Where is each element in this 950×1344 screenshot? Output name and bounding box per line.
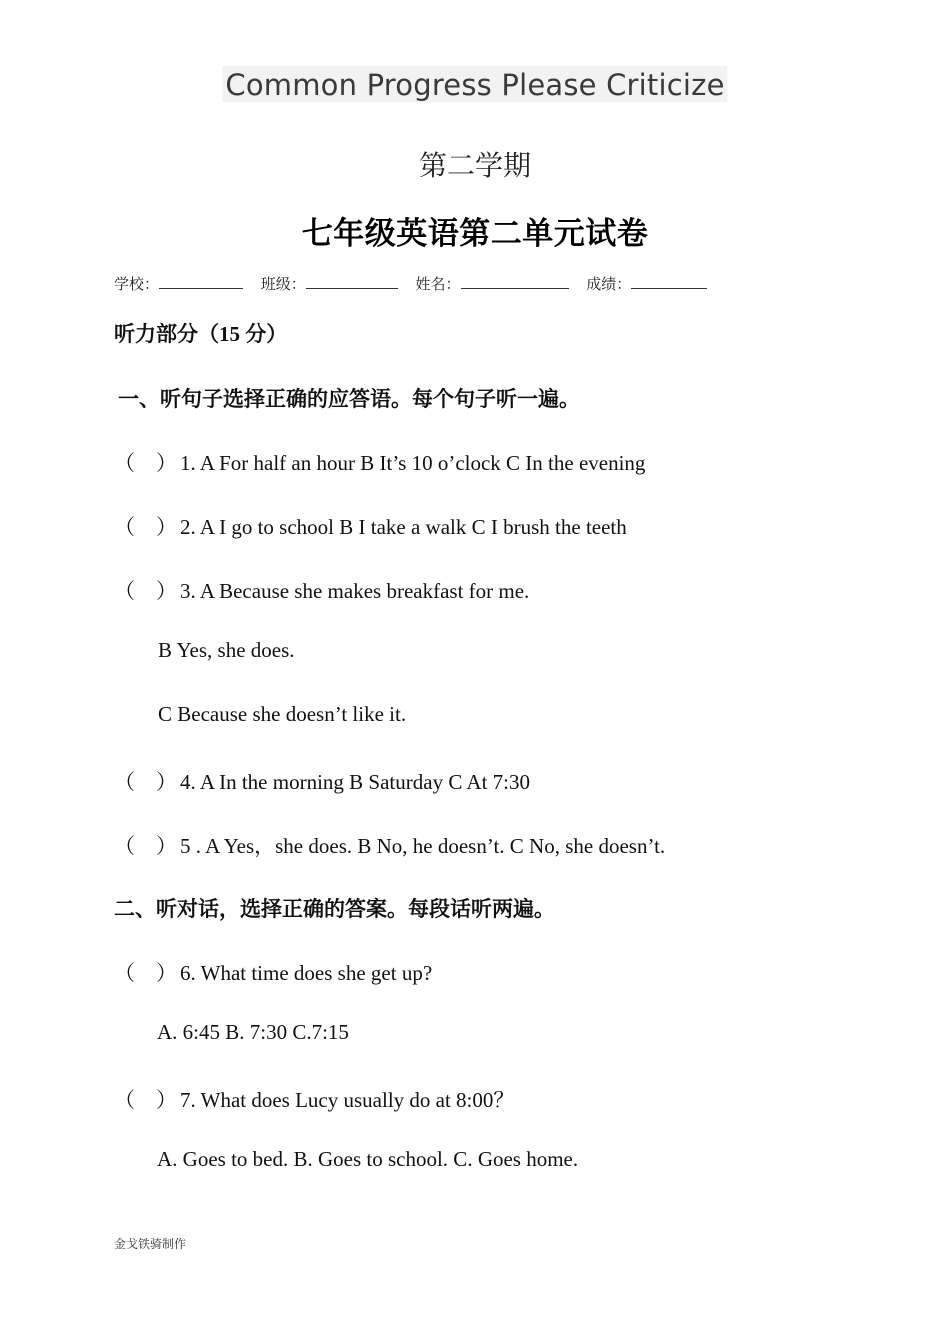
score-field bbox=[586, 277, 707, 293]
answer-paren: （ ） bbox=[114, 515, 177, 539]
question-text: 5 . A Yes，she does. B No, he doesn’t. C No, she doesn’t. bbox=[180, 834, 666, 858]
name-field bbox=[416, 277, 569, 293]
answer-paren: （ ） bbox=[114, 770, 177, 794]
question-6-options: A. 6:45 B. 7:30 C.7:15 bbox=[157, 1020, 349, 1044]
student-info-row bbox=[114, 273, 721, 294]
answer-paren: （ ） bbox=[114, 1088, 177, 1112]
question-1 bbox=[114, 447, 645, 477]
answer-paren: （ ） bbox=[114, 961, 177, 985]
listening-section-heading: 听力部分（15 分） bbox=[114, 322, 288, 346]
answer-paren: （ ） bbox=[114, 834, 177, 858]
answer-paren: （ ） bbox=[114, 579, 177, 603]
class-blank bbox=[306, 275, 398, 289]
question-text: 3. A Because she makes breakfast for me. bbox=[180, 579, 530, 603]
answer-paren: （ ） bbox=[114, 451, 177, 475]
footer-credit: 金戈铁骑制作 bbox=[114, 1237, 187, 1251]
question-text: 6. What time does she get up? bbox=[180, 961, 433, 985]
question-4 bbox=[114, 766, 530, 796]
school-label: 学校： bbox=[114, 277, 160, 293]
question-text: 1. A For half an hour B It’s 10 o’clock C In the evening bbox=[180, 451, 646, 475]
question-3-option-c: C Because she doesn’t like it. bbox=[158, 702, 407, 726]
score-blank bbox=[631, 275, 707, 289]
score-label: 成绩： bbox=[586, 277, 632, 293]
question-text: 4. A In the morning B Saturday C At 7:30 bbox=[180, 770, 530, 794]
question-text: 7. What does Lucy usually do at 8:00？ bbox=[180, 1088, 515, 1112]
question-5 bbox=[114, 830, 665, 860]
class-field bbox=[261, 277, 398, 293]
part2-heading: 二、听对话，选择正确的答案。每段话听两遍。 bbox=[114, 897, 555, 921]
semester-heading: 第二学期 bbox=[418, 151, 531, 182]
school-field bbox=[114, 277, 243, 293]
question-text: 2. A I go to school B I take a walk C I brush the teeth bbox=[180, 515, 627, 539]
class-label: 班级： bbox=[260, 277, 306, 293]
question-3 bbox=[114, 575, 529, 605]
question-7 bbox=[114, 1084, 514, 1114]
question-2 bbox=[114, 511, 627, 541]
school-blank bbox=[159, 275, 243, 289]
page-title: 七年级英语第二单元试卷 bbox=[301, 216, 649, 251]
name-label: 姓名： bbox=[415, 277, 461, 293]
name-blank bbox=[461, 275, 569, 289]
part1-heading: 一、听句子选择正确的应答语。每个句子听一遍。 bbox=[118, 387, 580, 411]
question-6 bbox=[114, 957, 432, 987]
question-7-options: A. Goes to bed. B. Goes to school. C. Goes home. bbox=[157, 1147, 579, 1171]
question-3-option-b: B Yes, she does. bbox=[158, 638, 295, 662]
watermark-banner: Common Progress Please Criticize bbox=[222, 66, 727, 102]
